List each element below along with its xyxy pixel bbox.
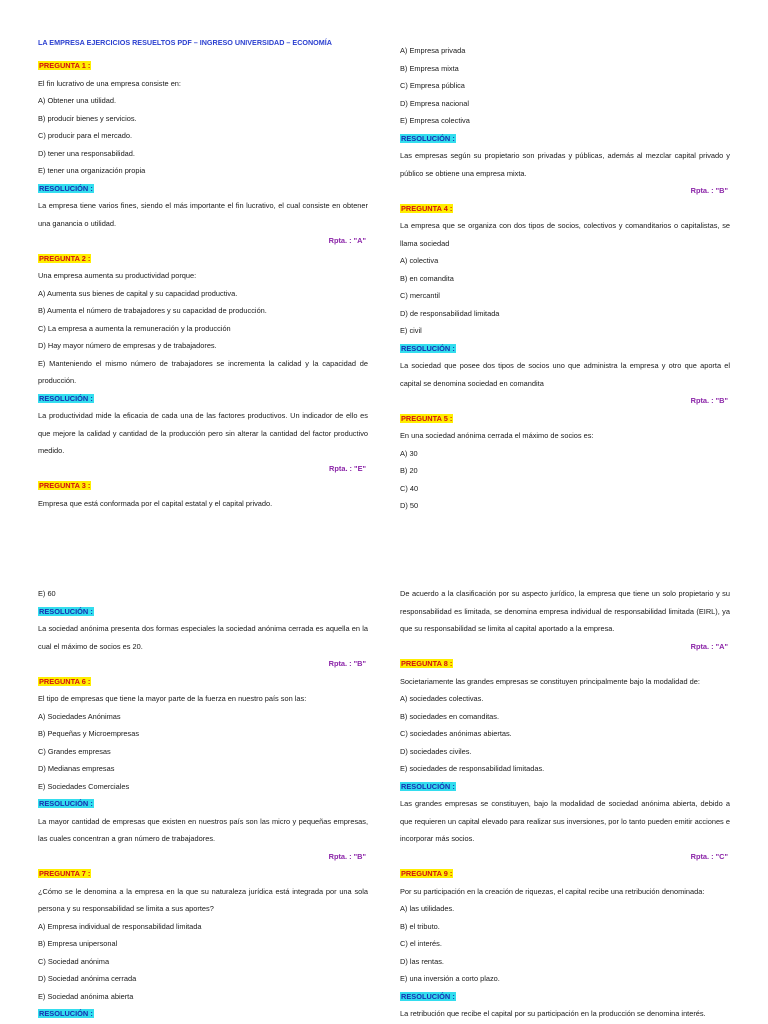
answer-label: Rpta. : "A" — [328, 236, 366, 245]
option: E) Sociedad anónima abierta — [38, 991, 134, 1001]
resolution-text: La mayor cantidad de empresas que existen en nuestros país son las micro y pequeñas empresas, las cuales concentran a gran número de trabajadores. — [38, 816, 368, 843]
question-7-label: PREGUNTA 7 : — [39, 869, 91, 878]
question-5-label: PREGUNTA 5 : — [401, 413, 453, 423]
option: A) Aumenta sus bienes de capital y su capacidad productiva. — [38, 288, 238, 298]
resolution-label: RESOLUCIÓN : — [39, 393, 93, 403]
option: C) 40 — [400, 483, 419, 493]
resolution-label: RESOLUCIÓN : — [401, 991, 455, 1001]
option: C) el interés. — [400, 939, 442, 948]
resolution-text: La empresa tiene varios fines, siendo el más importante el fin lucrativo, el cual consiste en obtener una ganancia o utilidad. — [38, 201, 368, 228]
option: C) mercantil — [400, 291, 440, 300]
option: B) Pequeñas y Microempresas — [38, 729, 140, 738]
resolution-text: De acuerdo a la clasificación por su aspecto jurídico, la empresa que tiene un solo propietario y su responsabilidad es limitada, se denomina empresa individual de responsabilidad limitada (EIRL), ya que su responsabilidad se limita al capital aportado a la empresa. — [400, 589, 730, 633]
option: A) colectiva — [400, 256, 439, 265]
resolution-text: Las empresas según su propietario son privadas y públicas, además al mezclar capital privado y público se obtiene una empresa mixta. — [400, 151, 730, 178]
option: B) Empresa unipersonal — [38, 939, 118, 948]
page-2-left-column — [38, 585, 368, 1023]
option: A) sociedades colectivas. — [400, 694, 484, 703]
option: E) sociedades de responsabilidad limitadas. — [400, 764, 545, 773]
option: E) Manteniendo el mismo número de trabajadores se incrementa la calidad y la capacidad de producción. — [38, 358, 368, 385]
resolution-label: RESOLUCIÓN : — [401, 133, 455, 143]
option: D) Sociedad anónima cerrada — [38, 974, 137, 983]
question-5-text: En una sociedad anónima cerrada el máximo de socios es: — [400, 431, 594, 440]
question-4-text: La empresa que se organiza con dos tipos de socios, colectivos y comanditarios o capitalistas, se llama sociedad — [400, 221, 730, 248]
question-3-label: PREGUNTA 3 : — [39, 481, 91, 490]
resolution-text: La sociedad que posee dos tipos de socios uno que administra la empresa y otro que aporta el capital se denomina sociedad en comandita — [400, 361, 730, 388]
option: A) las utilidades. — [400, 904, 455, 913]
document-page-2 — [0, 575, 768, 1024]
resolution-label: RESOLUCIÓN : — [401, 343, 455, 353]
option: A) Sociedades Anónimas — [38, 711, 121, 721]
option: D) de responsabilidad limitada — [400, 308, 500, 318]
resolution-text: Las grandes empresas se constituyen, bajo la modalidad de sociedad anónima abierta, debido a que requieren un capital elevado para realizar sus inversiones, por lo tanto pueden emitir acciones e incorporar más socios. — [400, 799, 730, 843]
question-4-label: PREGUNTA 4 : — [401, 203, 453, 213]
document-title: LA EMPRESA EJERCICIOS RESUELTOS PDF – INGRESO UNIVERSIDAD – ECONOMÍA — [38, 38, 332, 47]
option: B) el tributo. — [400, 921, 440, 931]
option: E) 60 — [38, 589, 56, 598]
option: D) 50 — [400, 501, 419, 510]
question-6-label: PREGUNTA 6 : — [39, 676, 91, 686]
resolution-text: La retribución que recibe el capital por su participación en la producción se denomina interés. — [400, 1009, 706, 1018]
resolution-label: RESOLUCIÓN : — [39, 183, 93, 193]
question-6-text: El tipo de empresas que tiene la mayor parte de la fuerza en nuestro país son las: — [38, 694, 307, 703]
question-1-text: El fin lucrativo de una empresa consiste en: — [38, 78, 181, 88]
option: D) Medianas empresas — [38, 764, 115, 773]
answer-label: Rpta. : "C" — [690, 851, 728, 861]
resolution-label: RESOLUCIÓN : — [39, 606, 93, 616]
question-2-label: PREGUNTA 2 : — [39, 253, 91, 263]
option: B) producir bienes y servicios. — [38, 113, 137, 123]
resolution-label: RESOLUCIÓN : — [401, 781, 455, 791]
question-2-text: Una empresa aumenta su productividad porque: — [38, 271, 197, 280]
option: A) Empresa individual de responsabilidad limitada — [38, 921, 202, 931]
answer-label: Rpta. : "B" — [328, 851, 366, 861]
option: E) tener una organización propia — [38, 166, 146, 175]
page-1-right-column — [400, 42, 730, 515]
resolution-text: La productividad mide la eficacia de cada una de las factores productivos. Un indicador de ello es que mejore la calidad y cantidad de la producción pero sin alterar la cantidad del factor productivo medido. — [38, 411, 368, 455]
option: D) las rentas. — [400, 956, 444, 966]
option: E) civil — [400, 326, 422, 335]
answer-label: Rpta. : "A" — [690, 641, 728, 651]
option: D) Hay mayor número de empresas y de trabajadores. — [38, 341, 217, 350]
option: D) sociedades civiles. — [400, 746, 472, 756]
answer-label: Rpta. : "B" — [328, 659, 366, 668]
page-1-left-column — [38, 0, 368, 512]
option: B) en comandita — [400, 273, 454, 283]
option: D) Empresa nacional — [400, 98, 470, 108]
option: C) sociedades anónimas abiertas. — [400, 729, 512, 738]
option: A) Obtener una utilidad. — [38, 96, 117, 105]
option: C) La empresa a aumenta la remuneración y la producción — [38, 323, 231, 333]
option: C) Empresa pública — [400, 81, 465, 90]
question-7-text: ¿Cómo se le denomina a la empresa en la que su naturaleza jurídica está integrada por una sola persona y su responsabilidad se limita a sus aportes? — [38, 886, 368, 913]
resolution-label: RESOLUCIÓN : — [39, 1009, 93, 1018]
option: B) sociedades en comanditas. — [400, 711, 500, 721]
question-8-label: PREGUNTA 8 : — [401, 659, 453, 668]
question-9-label: PREGUNTA 9 : — [401, 869, 453, 878]
resolution-label: RESOLUCIÓN : — [39, 799, 93, 808]
option: E) Sociedades Comerciales — [38, 781, 130, 791]
question-1-label: PREGUNTA 1 : — [39, 61, 91, 70]
option: B) Empresa mixta — [400, 63, 459, 73]
option: E) Empresa colectiva — [400, 116, 470, 125]
option: C) Grandes empresas — [38, 746, 111, 756]
question-9-text: Por su participación en la creación de riquezas, el capital recibe una retribución denominada: — [400, 886, 705, 896]
option: C) Sociedad anónima — [38, 956, 110, 966]
answer-label: Rpta. : "B" — [690, 396, 728, 405]
option: E) una inversión a corto plazo. — [400, 974, 500, 983]
option: C) producir para el mercado. — [38, 131, 133, 140]
answer-label: Rpta. : "E" — [329, 463, 366, 473]
option: B) 20 — [400, 466, 418, 475]
option: D) tener una responsabilidad. — [38, 148, 135, 158]
question-8-text: Societariamente las grandes empresas se constituyen principalmente bajo la modalidad de: — [400, 676, 700, 686]
question-3-text: Empresa que está conformada por el capital estatal y el capital privado. — [38, 498, 273, 508]
resolution-text: La sociedad anónima presenta dos formas especiales la sociedad anónima cerrada es aquella en la cual el máximo de socios es 20. — [38, 624, 368, 651]
page-2-right-column — [400, 585, 730, 1023]
option: B) Aumenta el número de trabajadores y su capacidad de producción. — [38, 306, 267, 315]
answer-label: Rpta. : "B" — [690, 186, 728, 195]
option: A) 30 — [400, 448, 418, 458]
option: A) Empresa privada — [400, 46, 466, 55]
